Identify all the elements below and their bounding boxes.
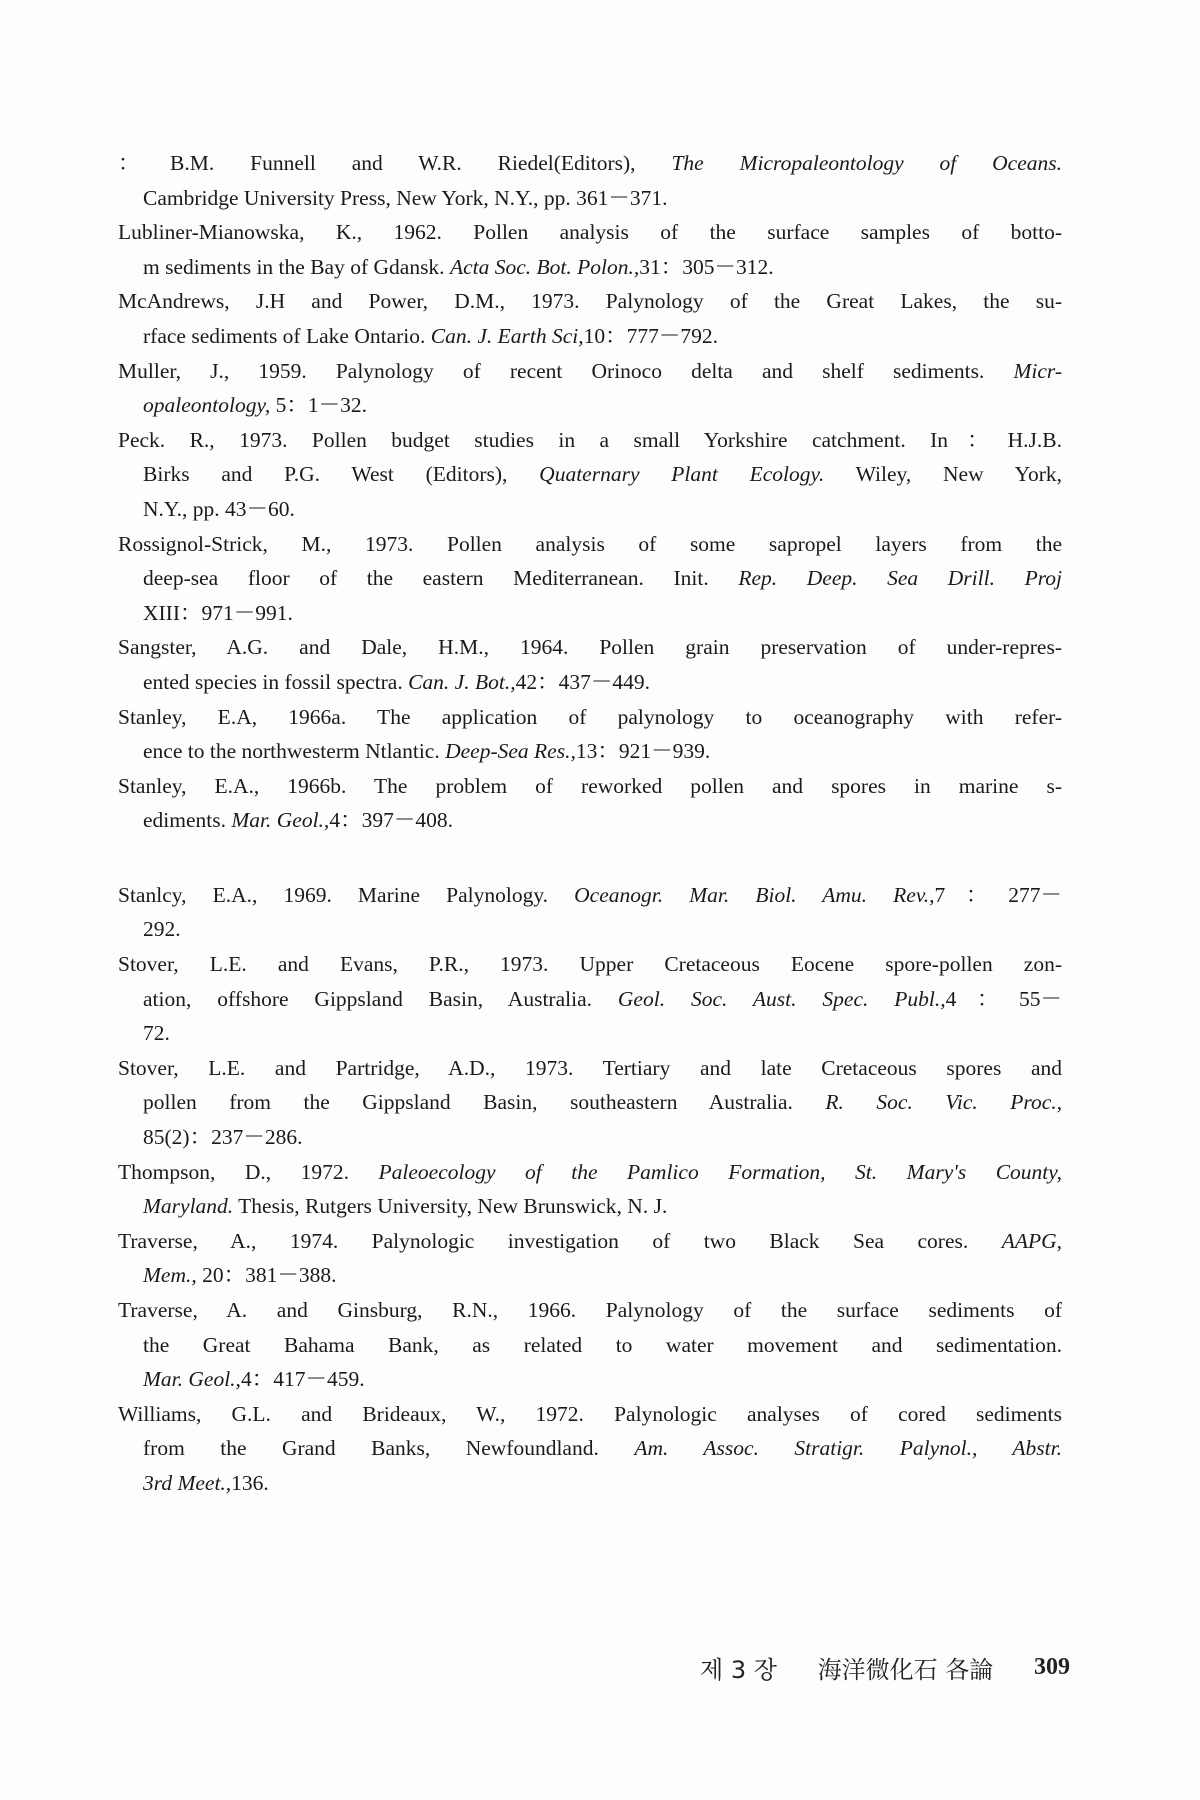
reference-line — [118, 769, 1062, 804]
reference-text: 20：381－388. — [196, 1263, 337, 1288]
reference-text: Stover, L.E. and Evans, P.R., 1973. Upper Cretaceous Eocene spore-pollen zon- — [118, 952, 1062, 977]
reference-line — [118, 250, 1062, 285]
reference-text: 7：277－ — [934, 882, 1062, 907]
reference-line — [118, 1189, 1062, 1224]
reference-entry — [118, 630, 1062, 699]
reference-italic-text: Can. J. Earth Sci, — [430, 323, 584, 348]
reference-text: from the Grand Banks, Newfoundland. — [143, 1436, 635, 1461]
reference-line — [118, 181, 1062, 216]
reference-italic-text: Micr- — [1013, 358, 1062, 383]
reference-list — [118, 146, 1062, 1501]
reference-line — [118, 354, 1062, 389]
reference-text: ediments. — [143, 808, 232, 833]
reference-text: 4：417－459. — [240, 1367, 365, 1392]
reference-italic-text: AAPG, — [1001, 1228, 1062, 1253]
reference-text: ented species in fossil spectra. — [143, 669, 409, 694]
reference-line — [118, 947, 1062, 982]
reference-line — [118, 1155, 1062, 1190]
reference-text: Cambridge University Press, New York, N.Y., pp. 361－371. — [143, 185, 668, 210]
reference-text: Thesis, Rutgers University, New Brunswick, N. J. — [233, 1194, 668, 1219]
reference-line — [118, 423, 1062, 458]
reference-line — [118, 1328, 1062, 1363]
reference-line — [118, 215, 1062, 250]
reference-text: Peck. R., 1973. Pollen budget studies in a small Yorkshire catchment. In：H.J.B. — [118, 427, 1062, 452]
reference-italic-text: Oceanogr. Mar. Biol. Amu. Rev., — [574, 882, 935, 907]
reference-text: Williams, G.L. and Brideaux, W., 1972. Palynologic analyses of cored sediments — [118, 1401, 1062, 1426]
reference-italic-text: The Micropaleontology of Oceans. — [671, 151, 1062, 175]
reference-text: ence to the northwesterm Ntlantic. — [143, 739, 446, 764]
reference-line — [118, 1051, 1062, 1086]
reference-italic-text: Mem., — [143, 1263, 197, 1288]
reference-line — [118, 527, 1062, 562]
reference-line — [118, 1431, 1062, 1466]
reference-line — [118, 1120, 1062, 1155]
reference-line — [118, 561, 1062, 596]
reference-line — [118, 1293, 1062, 1328]
reference-text: 72. — [143, 1021, 170, 1046]
reference-italic-text: Can. J. Bot., — [408, 669, 516, 694]
reference-line — [118, 1016, 1062, 1051]
reference-text: Stanlcy, E.A., 1969. Marine Palynology. — [118, 882, 575, 907]
reference-entry — [118, 423, 1062, 527]
reference-line — [118, 803, 1062, 838]
reference-italic-text: Paleoecology of the Pamlico Formation, St. Mary's County, — [378, 1159, 1063, 1184]
reference-line — [118, 596, 1062, 631]
reference-entry — [118, 1293, 1062, 1397]
page-footer — [700, 1650, 1070, 1685]
reference-text: 4：397－408. — [329, 808, 453, 833]
reference-text: Sangster, A.G. and Dale, H.M., 1964. Pollen grain preservation of under-repres- — [118, 635, 1062, 660]
reference-text: deep-sea floor of the eastern Mediterranean. Init. — [143, 566, 739, 591]
reference-text: pollen from the Gippsland Basin, southeastern Australia. — [143, 1090, 826, 1115]
reference-italic-text: Quaternary Plant Ecology. — [539, 462, 825, 487]
reference-text: ation, offshore Gippsland Basin, Australia. — [143, 986, 618, 1011]
reference-line — [118, 284, 1062, 319]
reference-line — [118, 912, 1062, 947]
reference-entry — [118, 354, 1062, 423]
reference-text: 4：55－ — [945, 986, 1062, 1011]
reference-italic-text: Am. Assoc. Stratigr. Palynol., Abstr. — [634, 1436, 1062, 1461]
reference-line — [118, 878, 1062, 913]
reference-text: m sediments in the Bay of Gdansk. — [143, 254, 450, 279]
reference-line — [118, 457, 1062, 492]
reference-text: Traverse, A., 1974. Palynologic investigation of two Black Sea cores. — [118, 1228, 1002, 1253]
reference-italic-text: 3rd Meet., — [143, 1470, 232, 1495]
reference-text: 5：1－32. — [270, 393, 367, 418]
reference-text: rface sediments of Lake Ontario. — [143, 323, 431, 348]
reference-entry — [118, 1397, 1062, 1501]
reference-text: N.Y., pp. 43－60. — [143, 496, 295, 521]
reference-text: Wiley, New York, — [824, 462, 1062, 487]
reference-line — [118, 665, 1062, 700]
reference-line — [118, 1085, 1062, 1120]
reference-entry — [118, 769, 1062, 838]
reference-entry — [118, 1224, 1062, 1293]
reference-text: 42：437－449. — [515, 669, 650, 694]
reference-text: Lubliner-Mianowska, K., 1962. Pollen analysis of the surface samples of botto- — [118, 220, 1062, 245]
reference-line — [118, 1397, 1062, 1432]
reference-text: ：B.M. Funnell and W.R. Riedel(Editors), — [118, 151, 672, 175]
chapter-label: 제 3 장 — [700, 1656, 777, 1684]
reference-text: the Great Bahama Bank, as related to water movement and sedimentation. — [143, 1332, 1062, 1357]
reference-text: McAndrews, J.H and Power, D.M., 1973. Palynology of the Great Lakes, the su- — [118, 289, 1062, 314]
reference-entry — [118, 700, 1062, 769]
reference-entry — [118, 947, 1062, 1051]
reference-italic-text: Deep-Sea Res., — [445, 739, 576, 764]
reference-entry — [118, 1051, 1062, 1155]
reference-italic-text: Maryland. — [143, 1194, 234, 1219]
reference-entry — [118, 527, 1062, 631]
reference-italic-text: R. Soc. Vic. Proc., — [825, 1090, 1062, 1115]
reference-entry — [118, 284, 1062, 353]
reference-text: Rossignol-Strick, M., 1973. Pollen analysis of some sapropel layers from the — [118, 531, 1062, 556]
reference-italic-text: Acta Soc. Bot. Polon., — [449, 254, 640, 279]
reference-text: Muller, J., 1959. Palynology of recent Orinoco delta and shelf sediments. — [118, 358, 1014, 383]
reference-text: Stanley, E.A., 1966b. The problem of reworked pollen and spores in marine s- — [118, 773, 1062, 798]
reference-italic-text: Mar. Geol., — [231, 808, 330, 833]
reference-line — [118, 734, 1062, 769]
reference-text: Stanley, E.A, 1966a. The application of palynology to oceanography with refer- — [118, 704, 1062, 729]
reference-text: 136. — [231, 1470, 269, 1495]
reference-text: 292. — [143, 917, 181, 942]
reference-line — [118, 982, 1062, 1017]
reference-text: 31：305－312. — [639, 254, 774, 279]
reference-text: XIII：971－991. — [143, 600, 293, 625]
reference-line — [118, 700, 1062, 735]
reference-line — [118, 1224, 1062, 1259]
reference-text: Thompson, D., 1972. — [118, 1159, 379, 1184]
reference-line — [118, 1466, 1062, 1501]
reference-italic-text: Geol. Soc. Aust. Spec. Publ., — [617, 986, 946, 1011]
page-number: 309 — [1033, 1654, 1070, 1680]
reference-line — [118, 1362, 1062, 1397]
reference-italic-text: Mar. Geol., — [143, 1367, 241, 1392]
reference-text: Birks and P.G. West (Editors), — [143, 462, 540, 487]
reference-line — [118, 388, 1062, 423]
reference-line — [118, 492, 1062, 527]
reference-line — [118, 319, 1062, 354]
reference-text: 13：921－939. — [575, 739, 711, 764]
reference-text: Traverse, A. and Ginsburg, R.N., 1966. Palynology of the surface sediments of — [118, 1298, 1062, 1322]
reference-italic-text: opaleontology, — [143, 393, 271, 418]
reference-entry — [118, 146, 1062, 215]
reference-entry — [118, 878, 1062, 947]
reference-text: 85(2)：237－286. — [143, 1125, 303, 1150]
reference-entry — [118, 215, 1062, 284]
reference-line — [118, 146, 1062, 181]
reference-line — [118, 630, 1062, 665]
reference-line — [118, 1258, 1062, 1293]
reference-italic-text: Rep. Deep. Sea Drill. Proj — [738, 566, 1062, 591]
reference-text: Stover, L.E. and Partridge, A.D., 1973. Tertiary and late Cretaceous spores and — [118, 1055, 1062, 1080]
chapter-title: 海洋微化石 各論 — [817, 1656, 994, 1684]
reference-entry — [118, 1155, 1062, 1224]
reference-text: 10：777－792. — [583, 323, 719, 348]
